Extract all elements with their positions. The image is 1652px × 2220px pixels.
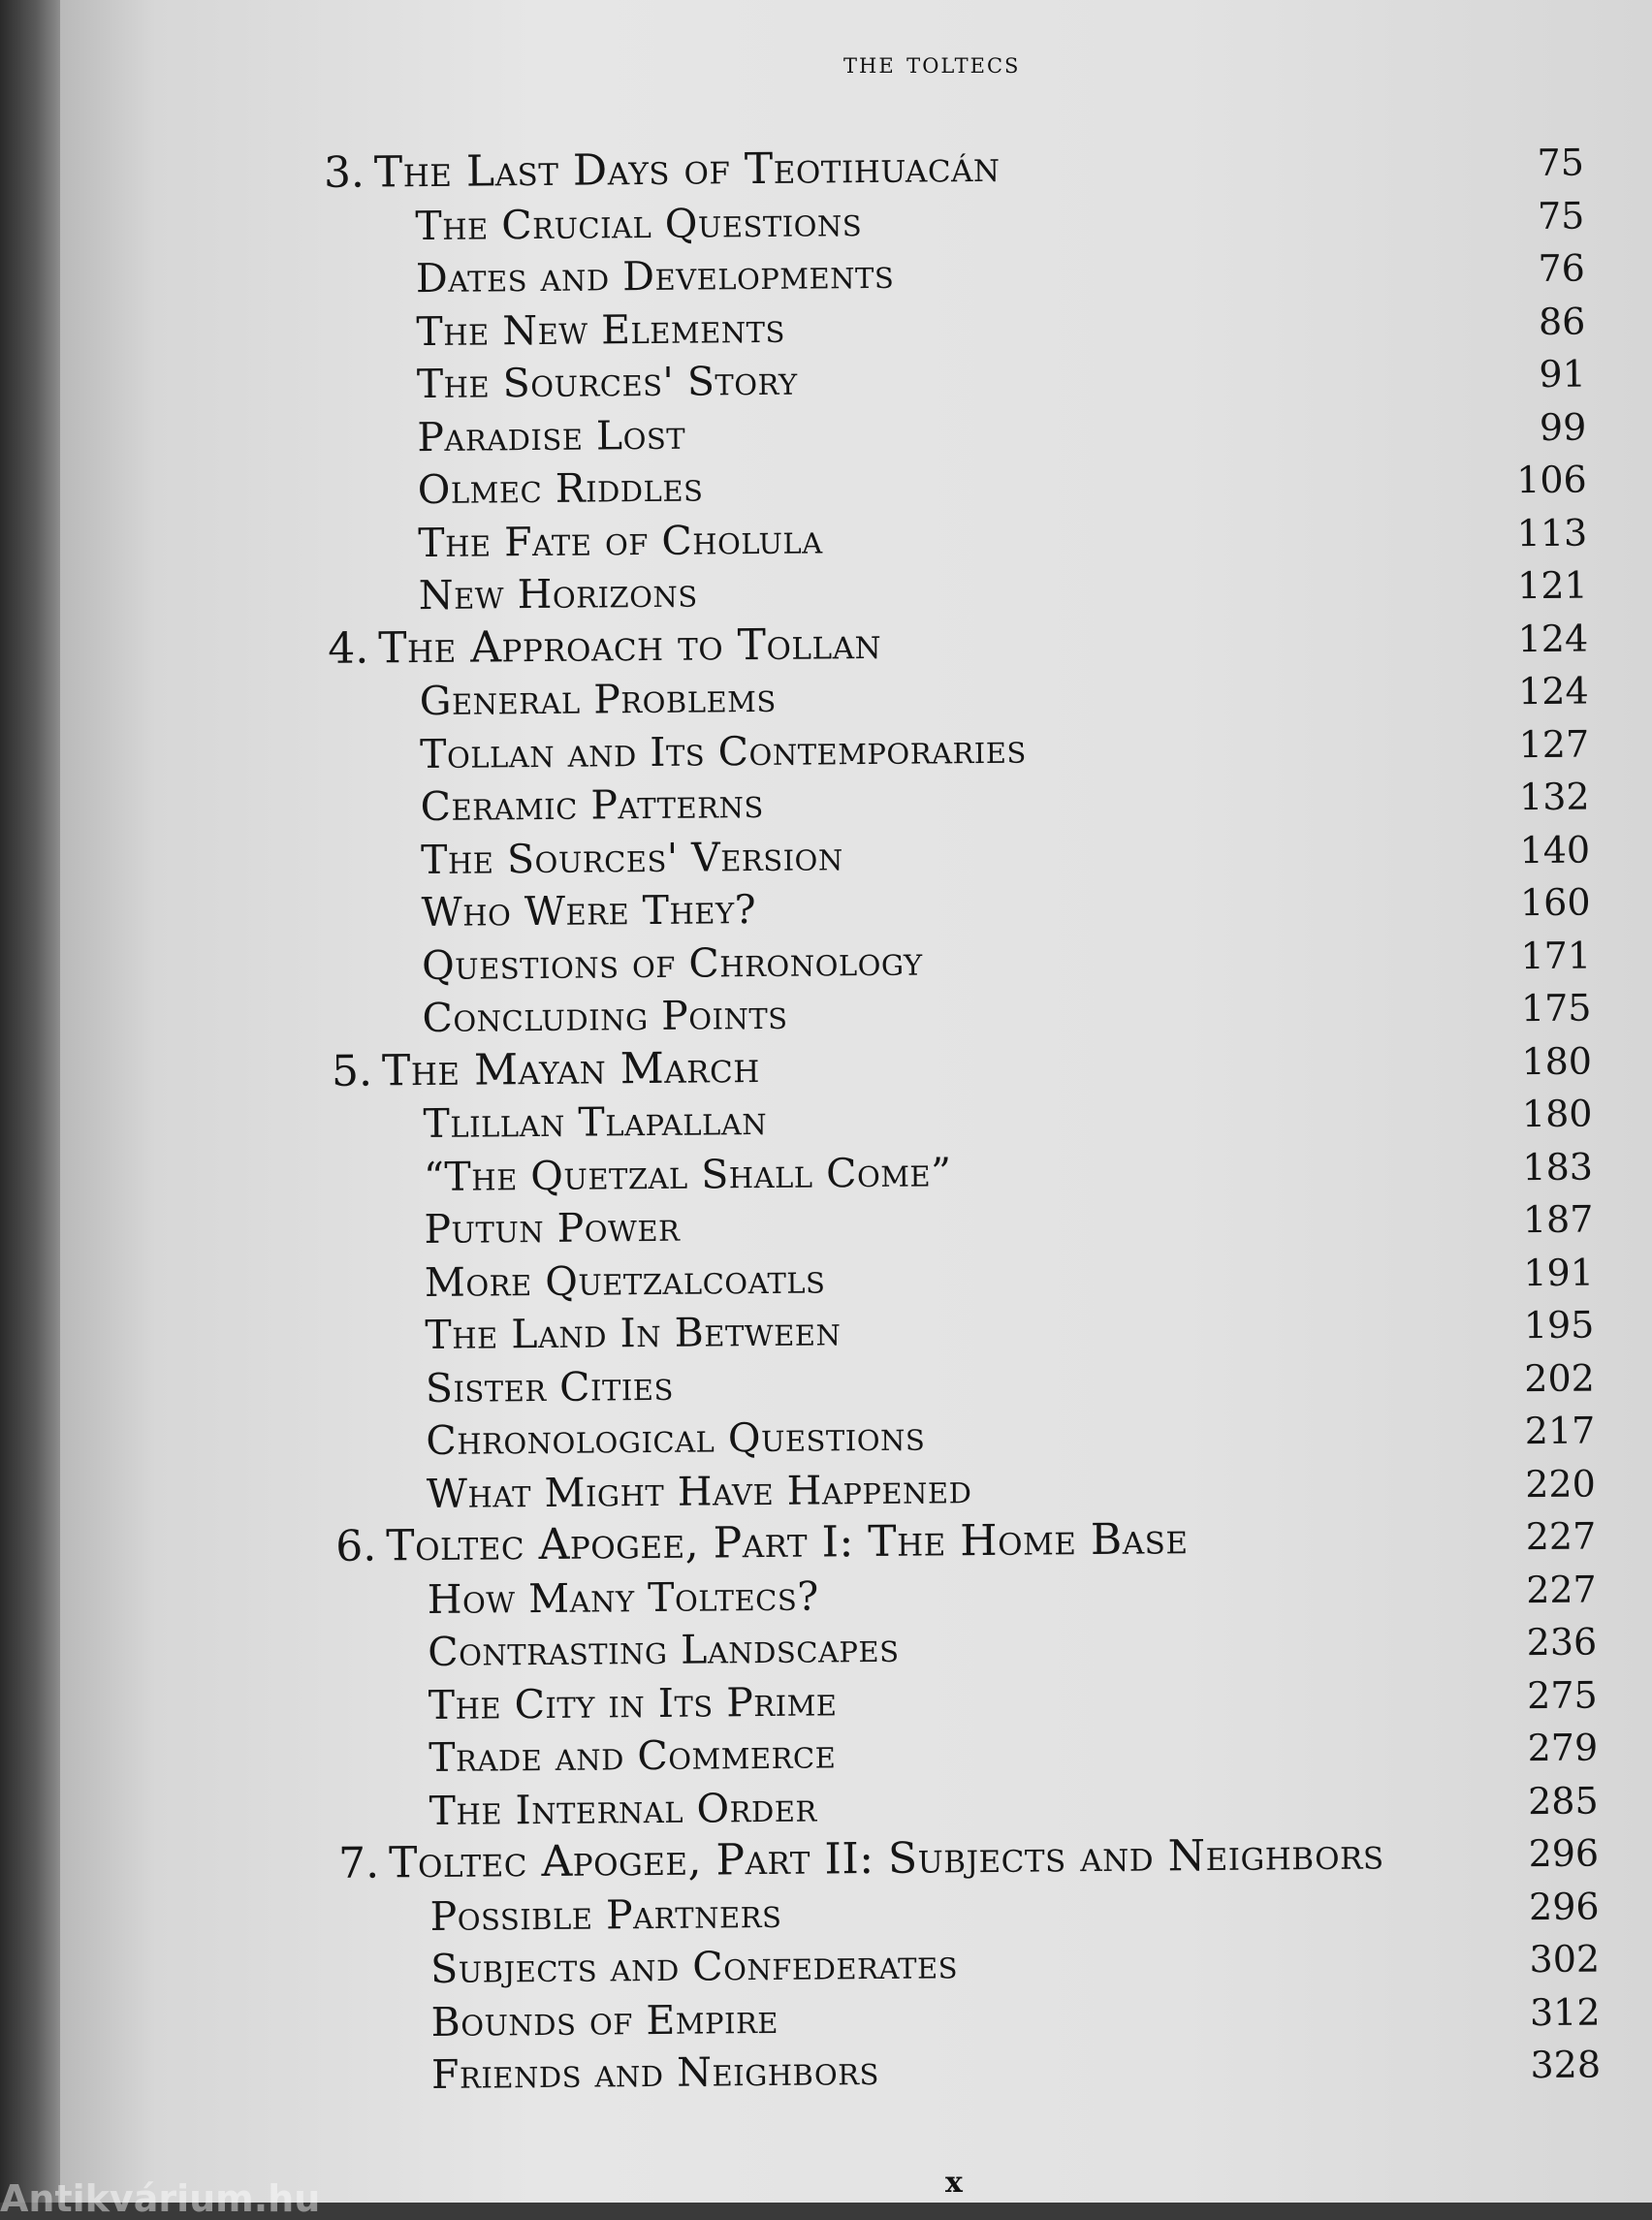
entry-page-number: 75: [1537, 141, 1585, 184]
entry-title: The City in Its Prime: [428, 1677, 838, 1728]
entry-page-number: 279: [1527, 1726, 1599, 1770]
entry-title: Trade and Commerce: [428, 1730, 837, 1782]
entry-page-number: 220: [1525, 1462, 1596, 1506]
toc-chapter: [328, 617, 881, 676]
entry-page-number: 132: [1518, 775, 1590, 819]
toc-section: [427, 1462, 972, 1521]
entry-title: Putun Power: [424, 1203, 681, 1253]
entry-page-number: 236: [1526, 1620, 1598, 1665]
entry-title: The Sources' Version: [420, 832, 843, 883]
toc-section: [430, 1991, 778, 2048]
entry-title: How Many Toltecs?: [427, 1572, 819, 1623]
entry-page-number: 76: [1538, 246, 1586, 290]
toc-chapter: [332, 1041, 760, 1099]
entry-title: Friends and Neighbors: [430, 2046, 880, 2099]
entry-page-number: 106: [1516, 458, 1587, 502]
entry-page-number: 285: [1527, 1778, 1599, 1823]
entry-title: The New Elements: [416, 304, 786, 355]
entry-page-number: 127: [1518, 722, 1590, 766]
entry-page-number: 275: [1526, 1673, 1598, 1717]
entry-page-number: 217: [1524, 1409, 1596, 1453]
entry-title: The Land In Between: [425, 1308, 842, 1359]
entry-title: Chronological Questions: [426, 1412, 926, 1465]
entry-title: Dates and Developments: [415, 250, 895, 302]
running-head: the toltecs: [843, 47, 1021, 80]
entry-title: Sister Cities: [425, 1362, 675, 1411]
entry-page-number: 227: [1525, 1514, 1597, 1559]
entry-page-number: 312: [1529, 1989, 1601, 2034]
entry-title: Concluding Points: [422, 991, 788, 1042]
toc-chapter: [335, 1512, 1189, 1574]
entry-page-number: 175: [1520, 986, 1592, 1031]
entry-page-number: 121: [1516, 563, 1588, 608]
entry-page-number: 86: [1538, 300, 1586, 343]
entry-page-number: 180: [1521, 1039, 1593, 1083]
entry-title: Tlillan Tlapallan: [423, 1096, 768, 1148]
toc-section: [425, 1304, 841, 1362]
toc-section: [429, 1727, 837, 1785]
entry-title: The Sources' Story: [416, 357, 798, 408]
entry-page-number: 180: [1521, 1092, 1593, 1136]
entry-title: The Mayan March: [381, 1042, 760, 1095]
toc-section: [420, 777, 764, 834]
entry-title: Questions of Chronology: [421, 937, 923, 989]
toc-section: [424, 1145, 952, 1204]
entry-page-number: 195: [1523, 1303, 1595, 1348]
chapter-number: 4.: [327, 623, 369, 674]
toc-section: [417, 407, 685, 463]
toc-section: [426, 1410, 925, 1468]
entry-title: The Last Days of Teotihuacán: [373, 142, 1001, 198]
entry-title: The Approach to Tollan: [377, 618, 882, 673]
chapter-number: 3.: [323, 147, 365, 198]
entry-title: New Horizons: [418, 569, 698, 619]
toc-section: [420, 721, 1027, 780]
entry-title: Bounds of Empire: [430, 1995, 779, 2046]
toc-chapter: [324, 141, 1001, 201]
entry-page-number: 124: [1517, 669, 1589, 714]
entry-title: Tollan and Its Contemporaries: [419, 725, 1028, 777]
toc-section: [428, 1674, 837, 1732]
toc-section: [416, 247, 895, 305]
toc-section: [428, 1569, 819, 1627]
toc-chapter: [338, 1827, 1384, 1890]
entry-page-number: 160: [1519, 880, 1591, 925]
toc-section: [418, 566, 697, 623]
entry-page-number: 302: [1529, 1937, 1601, 1982]
toc-section: [418, 460, 704, 518]
entry-title: What Might Have Happened: [426, 1465, 972, 1517]
chapter-number: 6.: [335, 1521, 377, 1571]
toc-section: [429, 1886, 781, 1943]
toc-section: [430, 1937, 958, 1996]
page-folio: x: [945, 2166, 963, 2200]
entry-title: Toltec Apogee, Part II: Subjects and Neighbors: [388, 1829, 1384, 1888]
entry-title: Ceramic Patterns: [420, 779, 764, 831]
entry-title: Olmec Riddles: [417, 463, 704, 514]
toc-section: [422, 988, 787, 1045]
entry-title: Paradise Lost: [417, 411, 686, 460]
toc-section: [431, 2044, 879, 2102]
entry-page-number: 227: [1526, 1568, 1597, 1611]
entry-title: Contrasting Landscapes: [428, 1624, 900, 1676]
toc-section: [421, 829, 843, 887]
entry-page-number: 75: [1537, 194, 1585, 238]
toc-section: [425, 1252, 826, 1310]
entry-page-number: 124: [1517, 617, 1589, 660]
toc-section: [421, 882, 756, 939]
entry-title: Subjects and Confederates: [429, 1941, 959, 1993]
entry-page-number: 296: [1528, 1831, 1600, 1876]
entry-page-number: 202: [1524, 1356, 1596, 1400]
entry-page-number: 140: [1519, 828, 1591, 872]
toc-section: [429, 1780, 817, 1837]
toc-section: [418, 512, 823, 570]
chapter-number: 7.: [337, 1838, 380, 1888]
entry-title: More Quetzalcoatls: [424, 1254, 826, 1306]
toc-section: [416, 301, 785, 358]
chapter-number: 5.: [331, 1046, 373, 1096]
entry-title: Toltec Apogee, Part I: The Home Base: [386, 1514, 1189, 1571]
entry-page-number: 187: [1522, 1197, 1594, 1242]
entry-title: The Fate of Cholula: [418, 515, 823, 566]
entry-title: The Crucial Questions: [415, 198, 863, 249]
entry-title: Possible Partners: [429, 1889, 782, 1940]
entry-page-number: 113: [1516, 511, 1588, 555]
toc-section: [415, 195, 862, 253]
entry-title: General Problems: [419, 674, 777, 725]
entry-page-number: 91: [1539, 352, 1586, 396]
toc-section: [422, 934, 923, 993]
entry-title: The Internal Order: [429, 1784, 817, 1834]
toc-section: [428, 1621, 900, 1679]
entry-page-number: 99: [1539, 405, 1587, 449]
watermark: Antikvárium.hu: [0, 2177, 321, 2220]
entry-page-number: 171: [1520, 934, 1592, 977]
entry-page-number: 328: [1530, 2043, 1602, 2087]
entry-page-number: 191: [1523, 1251, 1595, 1294]
entry-page-number: 296: [1528, 1884, 1600, 1928]
entry-page-number: 183: [1522, 1145, 1594, 1189]
entry-title: “The Quetzal Shall Come”: [423, 1148, 952, 1200]
toc-section: [424, 1200, 680, 1256]
toc-section: [419, 671, 777, 728]
toc-section: [423, 1094, 767, 1151]
toc-section: [417, 354, 798, 411]
entry-title: Who Were They?: [421, 886, 757, 936]
toc-section: [426, 1358, 674, 1414]
